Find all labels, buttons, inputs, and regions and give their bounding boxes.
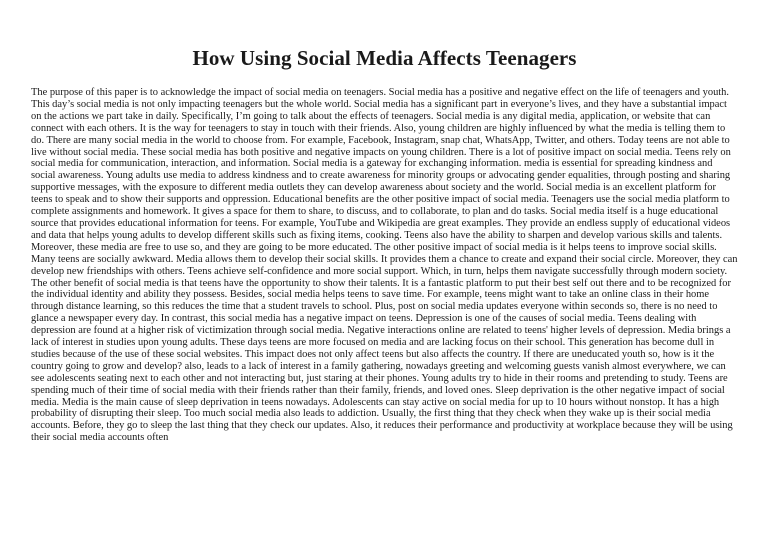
document-title: How Using Social Media Affects Teenagers xyxy=(192,46,577,70)
document-body-paragraph: The purpose of this paper is to acknowledge the impact of social media on teenagers. Social media has a positive and negative effect on the life of teenagers and youth. This day’s social media is not only impacting teenagers but the whole world. Social media has a significant part in everyone’s lives, and they have a substantial impact on the actions we part take in daily. Specifically, I’m going to talk about the effects of teenagers. Social media is any digital media, application, or website that can connect with each others. It is the way for teenagers to stay in touch with their friends. Also, young children are highly influenced by what the media is telling them to do. There are many social media in the world to choose from. For example, Facebook, Instagram, snap chat, WhatsApp, Twitter, and others. Today teens are not able to live without social media. These social media has both positive and negative impacts on young children. There is a lot of positive impact on social media. Teens rely on social media for communication, interaction, and information. Social media is a gateway for exchanging information. media is essential for spreading kindness and social awareness. Young adults use media to address kindness and to create awareness for minority groups or advocating gender equalities, through posting and sharing supportive messages, with the exposure to different media outlets they can develop awareness about society and the world. Social media is an excellent platform for teens to speak and to show their supports and oppression. Educational benefits are the other positive impact of social media. Teenagers use the social media platform to complete assignments and homework. It gives a space for them to share, to discuss, and to collaborate, to plan and do tasks. Social media itself is a huge educational source that provides educational information for teens. For example, YouTube and Wikipedia are great examples. They provide an endless supply of educational videos and data that helps young adults to develop different skills such as fixing items, cooking. Teens also have the ability to sharpen and develop various skills and talents. Moreover, these media are free to use so, and they are going to be more educated. The other positive impact of social media is it helps teens to improve social skills. Many teens are socially awkward. Media allows them to develop their social skills. It provides them a chance to create and expand their social circle. Moreover, they can develop new friendships with others. Teens achieve self-confidence and more social support. Which, in turn, helps them navigate successfully through modern society. The other benefit of social media is that teens have the opportunity to show their talents. It is a fantastic platform to put their best self out there and to be recognized for the individual identity and ability they possess. Besides, social media helps teens to save time. For example, teens might want to take an online class in their home through distance learning, so this reduces the time that a student travels to school. Plus, post on social media updates everyone within seconds so, there is no need to glance a newspaper every day. In contrast, this social media has a negative impact on teens. Depression is one of the causes of social media. Teens dealing with depression are found at a higher risk of victimization through social media. Negative interactions online are related to teens' higher levels of depression. Media brings a lack of interest in studies upon young adults. These days teens are more focused on media and are lacking focus on their school. This generation has become dull in studies because of the use of these social websites. This impact does not only affect teens but also affects the country. If there are uneducated youth so, how is it the country going to grow and develop? also, leads to a lack of interest in a family gathering, nowadays greeting and welcoming guests vanish almost everywhere, we can see adolescents seating next to each other and not interacting but, just staring at their phones. Young adults try to hide in their rooms and pretending to study. Teens are spending much of their time of social media with their friends rather than their family, friends, and loved ones. Sleep deprivation is the other negative impact of social media. Media is the main cause of sleep deprivation in teens nowadays. Adolescents can stay active on social media for up to 10 hours without nonstop. It has a high probability of disrupting their sleep. Too much social media also leads to addiction. Usually, the first thing that they check when they wake up is their social media accounts. Before, they go to sleep the last thing that they check our updates. Also, it reduces their performance and productivity at workplace because they will be using their social media accounts often xyxy=(31,87,738,444)
